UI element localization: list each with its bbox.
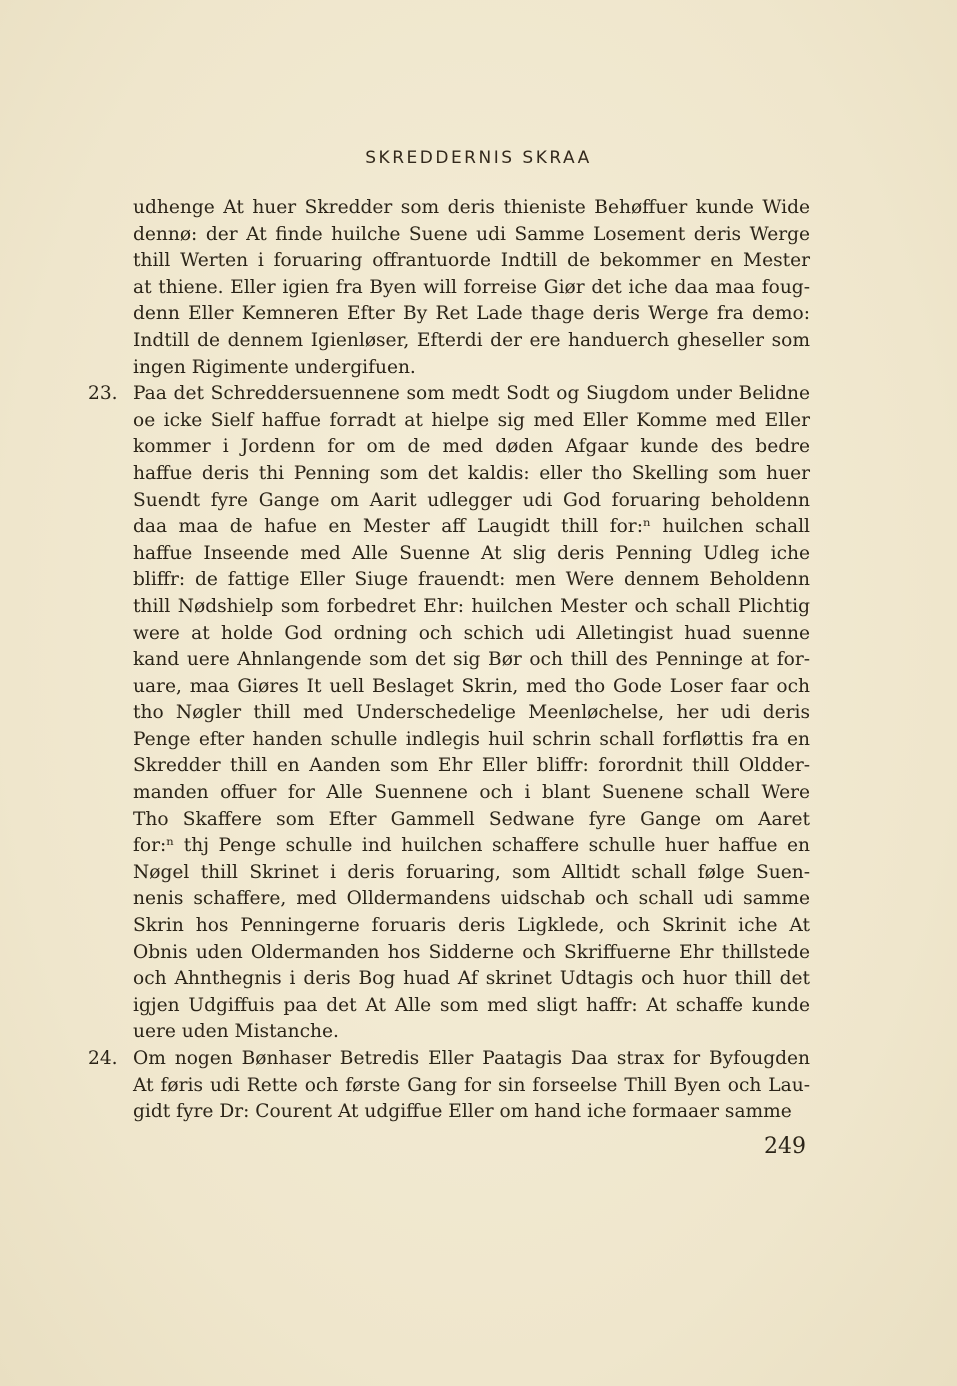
text-line: Obnis uden Oldermanden hos Sidderne och Skriffuerne Ehr thillstede bbox=[133, 941, 810, 963]
text-line: manden offuer for Alle Suennene och i blant Suenene schall Were bbox=[133, 782, 810, 804]
text-line: Om nogen Bønhaser Betredis Eller Paatagis Daa strax for Byfougden bbox=[133, 1048, 810, 1069]
text-line: Indtill de dennem Igienløser, Efterdi der ere handuerch gheseller som bbox=[133, 329, 810, 351]
text-line: tho Nøgler thill med Underschedelige Meenløchelse, her udi deris bbox=[133, 702, 810, 724]
text-line: gidt fyre Dr: Courent At udgiffue Eller om hand iche formaaer samme bbox=[133, 1101, 792, 1123]
paragraph bbox=[88, 1046, 810, 1126]
text-line: were at holde God ordning och schich udi Alletingist huad suenne bbox=[133, 622, 810, 644]
text-line: ingen Rigimente undergifuen. bbox=[133, 356, 416, 378]
text-line: Skrin hos Penningerne foruaris deris Ligklede, och Skrinit iche At bbox=[133, 915, 810, 937]
text-line: igjen Udgiffuis paa det At Alle som med sligt haffr: At schaffe kunde bbox=[133, 994, 810, 1016]
text-line: kand uere Ahnlangende som det sig Bør och thill des Penninge at for- bbox=[133, 649, 810, 671]
text-line: och Ahnthegnis i deris Bog huad Af skrinet Udtagis och huor thill det bbox=[133, 968, 810, 990]
text-line: oe icke Sielf haffue forradt at hielpe sig med Eller Komme med Eller bbox=[133, 409, 810, 431]
text-line: dennø: der At finde huilche Suene udi Samme Losement deris Werge bbox=[133, 223, 810, 245]
paragraph bbox=[88, 381, 810, 1046]
text-line: Penge efter handen schulle indlegis huil schrin schall forfløttis fra en bbox=[133, 728, 810, 750]
text-line: udhenge At huer Skredder som deris thieniste Behøffuer kunde Wide bbox=[133, 197, 810, 218]
text-line: Suendt fyre Gange om Aarit udlegger udi God foruaring beholdenn bbox=[133, 489, 810, 511]
body-text bbox=[88, 195, 810, 1126]
text-line: nenis schaffere, med Olldermandens uidschab och schall udi samme bbox=[133, 888, 810, 910]
paragraph-number: 23. bbox=[88, 383, 118, 405]
paragraph-number: 24. bbox=[88, 1048, 118, 1069]
text-line: for:ⁿ thj Penge schulle ind huilchen schaffere schulle huer haffue en bbox=[133, 835, 810, 857]
running-head: SKREDDERNIS SKRAA bbox=[365, 148, 592, 168]
text-line: At føris udi Rette och første Gang for sin forseelse Thill Byen och Lau- bbox=[133, 1074, 810, 1096]
text-line: at thiene. Eller igien fra Byen will forreise Giør det iche daa maa foug- bbox=[133, 276, 810, 298]
paragraph bbox=[88, 195, 810, 381]
text-line: haffue Inseende med Alle Suenne At slig deris Penning Udleg iche bbox=[133, 542, 810, 564]
text-line: Tho Skaffere som Efter Gammell Sedwane fyre Gange om Aaret bbox=[133, 808, 810, 830]
text-line: Paa det Schreddersuennene som medt Sodt og Siugdom under Belidne bbox=[133, 383, 810, 405]
text-line: uere uden Mistanche. bbox=[133, 1021, 339, 1043]
page-number: 249 bbox=[764, 1134, 806, 1159]
text-line: bliffr: de fattige Eller Siuge frauendt: men Were dennem Beholdenn bbox=[133, 569, 810, 591]
text-line: haffue deris thi Penning som det kaldis: eller tho Skelling som huer bbox=[133, 462, 810, 484]
text-line: Nøgel thill Skrinet i deris foruaring, som Alltidt schall følge Suen- bbox=[133, 861, 810, 883]
text-line: denn Eller Kemneren Efter By Ret Lade thage deris Werge fra demo: bbox=[133, 303, 810, 325]
text-line: thill Nødshielp som forbedret Ehr: huilchen Mester och schall Plichtig bbox=[133, 595, 810, 617]
text-line: kommer i Jordenn for om de med døden Afgaar kunde des bedre bbox=[133, 436, 810, 458]
text-line: daa maa de hafue en Mester aff Laugidt thill for:ⁿ huilchen schall bbox=[133, 516, 810, 538]
text-line: thill Werten i foruaring offrantuorde Indtill de bekommer en Mester bbox=[133, 250, 810, 272]
text-line: uare, maa Giøres It uell Beslaget Skrin, med tho Gode Loser faar och bbox=[133, 675, 810, 697]
text-line: Skredder thill en Aanden som Ehr Eller bliffr: forordnit thill Oldder- bbox=[133, 755, 810, 777]
